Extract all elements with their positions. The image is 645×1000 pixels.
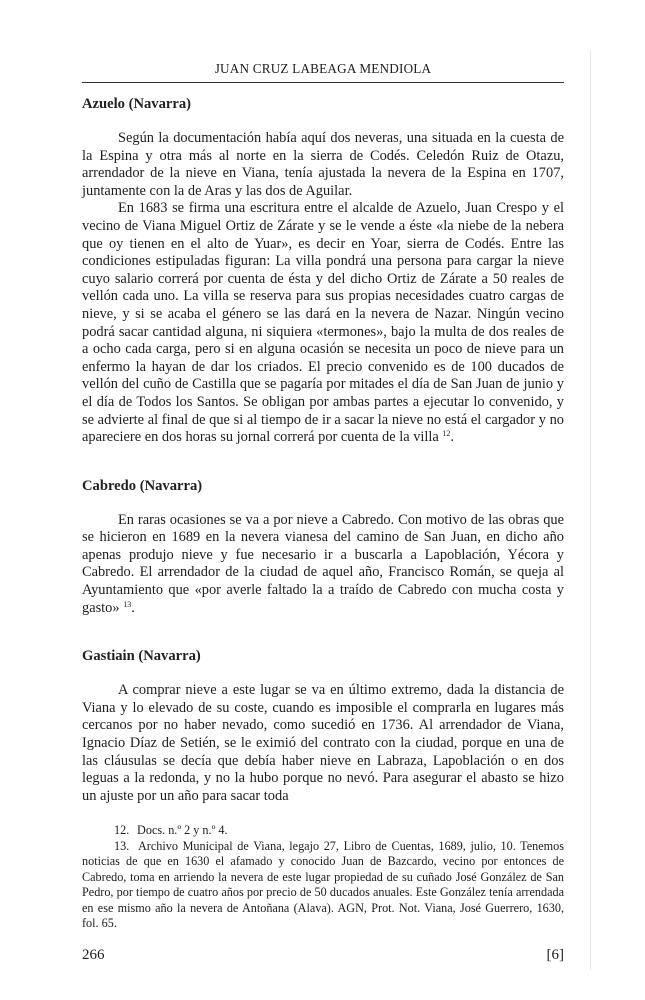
section-heading: Gastiain (Navarra): [82, 648, 201, 665]
footnote-text: Archivo Municipal de Viana, legajo 27, Libro de Cuentas, 1689, julio, 10. Tenemos noticias de que en 1630 el afamado y conocido Juan de Bazcardo, vecino por entonces de Cabredo, toma en arriendo la nevera de este lugar propiedad de su cuñado José González de San Pedro, por tiempo de cuatro años por precio de 50 ducados anuales. Este González tenía arrendada en ese mismo año la nevera de Antoñana (Alava). AGN, Prot. Not. Viana, José Guerrero, 1630, fol. 65.: [82, 838, 564, 931]
header-rule: [82, 82, 564, 83]
section-heading: Azuelo (Navarra): [82, 96, 192, 112]
footnote-number: 13.: [114, 838, 130, 853]
paragraph: [82, 130, 564, 200]
footnote: [82, 823, 564, 839]
page-number: 266: [82, 946, 105, 963]
paragraph-text: Según la documentación había aquí dos neveras, una situada en la cuesta de la Espina y otra más al norte en la sierra de Codés. Celedón Ruiz de Otazu, arrendador de la nieve en Viana, tenía ajustada la nevera de la Espina en 1707, juntamente con la de Aras y las dos de Aguilar.: [82, 130, 564, 199]
footnote-number: 12.: [114, 823, 130, 838]
folio: [82, 946, 564, 964]
section-gastiain: [82, 647, 564, 805]
paragraph: [82, 682, 564, 805]
footnote: [82, 839, 564, 932]
section-azuelo: [82, 95, 564, 447]
footnote-text: Docs. n.º 2 y n.º 4.: [137, 823, 228, 838]
paragraph-text: En 1683 se firma una escritura entre el alcalde de Azuelo, Juan Crespo y el vecino de Viana Miguel Ortiz de Zárate y se le vende a éste «la niebe de la nebera que oy tienen en el alto de Yuar», es decir en Yoar, sierra de Codés. Entre las condiciones estipuladas figuran: La villa pondrá una persona para cargar la nieve cuyo salario correrá por cuenta de ésta y del dicho Ortiz de Zárate a 50 reales de vellón cada uno. La villa se reserva para sus propias necesidades cuatro cargas de nieve, y si se acaba el género se las dará en la nevera de Nazar. Ningún vecino podrá sacar cantidad alguna, ni siquiera «termones», bajo la multa de dos reales de a ocho cada carga, pero si en alguna ocasión se necesita un poco de nieve para un enfermo la hayan de dar los criados. El precio convenido es de 100 ducados de vellón del cuño de Castilla que se pagaría por mitades el día de San Juan de junio y el día de Todos los Santos. Se obligan por ambas partes a ejecutar lo convenido, y se advierte al final de que si al tiempo de ir a sacar la nieve no está el cargador y no apareciere en dos horas su jornal correrá por cuenta de la villa: [82, 200, 564, 446]
page: [82, 0, 564, 994]
bracket-page-number: [6]: [546, 946, 564, 963]
paragraph-text: A comprar nieve a este lugar se va en último extremo, dada la distancia de Viana y lo elevado de su coste, cuando es imposible el comprarla en lugares más cercanos por no haber nevado, como sucedió en 1736. Al arrendador de Viana, Ignacio Díaz de Setién, se le eximió del contrato con la ciudad, porque en una de las cláusulas se decía que debía haber nieve en Labraza, Lapoblación o en dos leguas a la redonda, y no la hubo porque no nevó. Para asegurar el abasto se hizo un ajuste por un año para sacar toda: [82, 682, 564, 804]
section-cabredo: [82, 477, 564, 618]
footnote-ref[interactable]: 12: [442, 429, 451, 439]
footnotes: [82, 823, 564, 932]
running-head: JUAN CRUZ LABEAGA MENDIOLA: [214, 61, 432, 76]
footnote-ref[interactable]: 13: [123, 599, 132, 609]
paragraph-text: En raras ocasiones se va a por nieve a Cabredo. Con motivo de las obras que se hicieron en 1689 en la nevera vianesa del camino de San Juan, en dicho año apenas produjo nieve y fue necesario ir a buscarla a Lapoblación, Yécora y Cabredo. El arrendador de la ciudad de aquel año, Francisco Román, se queja al Ayuntamiento que «por averle faltado la a traído de Cabredo con mucha costa y gasto»: [82, 511, 564, 616]
paragraph: En raras ocasiones se va a por nieve a Cabredo. Con motivo de las obras que se hicieron en 1689 en la nevera vianesa del camino de San Juan, en dicho año apenas produjo nieve y fue necesario ir a buscarla a Lapoblación, Yécora y Cabredo. El arrendador de la ciudad de aquel año, Francisco Román, se queja al Ayuntamiento que «por averle faltado la a traído de Cabredo con mucha costa y gasto» $^{13}$.: [82, 511, 564, 616]
paragraph: En 1683 se firma una escritura entre el alcalde de Azuelo, Juan Crespo y el vecino de Viana Miguel Ortiz de Zárate y se le vende a éste «la niebe de la nebera que oy tienen en el alto de Yuar», es decir en Yoar, sierra de Codés. Entre las condiciones estipuladas figuran: La villa pondrá una persona para cargar la nieve cuyo salario correrá por cuenta de ésta y del dicho Ortiz de Zárate a 50 reales de vellón cada uno. La villa se reserva para sus propias necesidades cuatro cargas de nieve, y si se acaba el género se las dará en la nevera de Nazar. Ningún vecino podrá sacar cantidad alguna, ni siquiera «termones», bajo la multa de dos reales de a ocho cada carga, pero si en alguna ocasión se necesita un poco de nieve para un enfermo la hayan de dar los criados. El precio convenido es de 100 ducados de vellón del cuño de Castilla que se pagaría por mitades el día de San Juan de junio y el día de Todos los Santos. Se obligan por ambas partes a ejecutar lo convenido, y se advierte al final de que si al tiempo de ir a sacar la nieve no está el cargador y no apareciere en dos horas su jornal correrá por cuenta de la villa $^{12}$.: [82, 200, 564, 446]
page-edge-line: [590, 50, 591, 970]
section-heading: Cabredo (Navarra): [82, 477, 203, 494]
